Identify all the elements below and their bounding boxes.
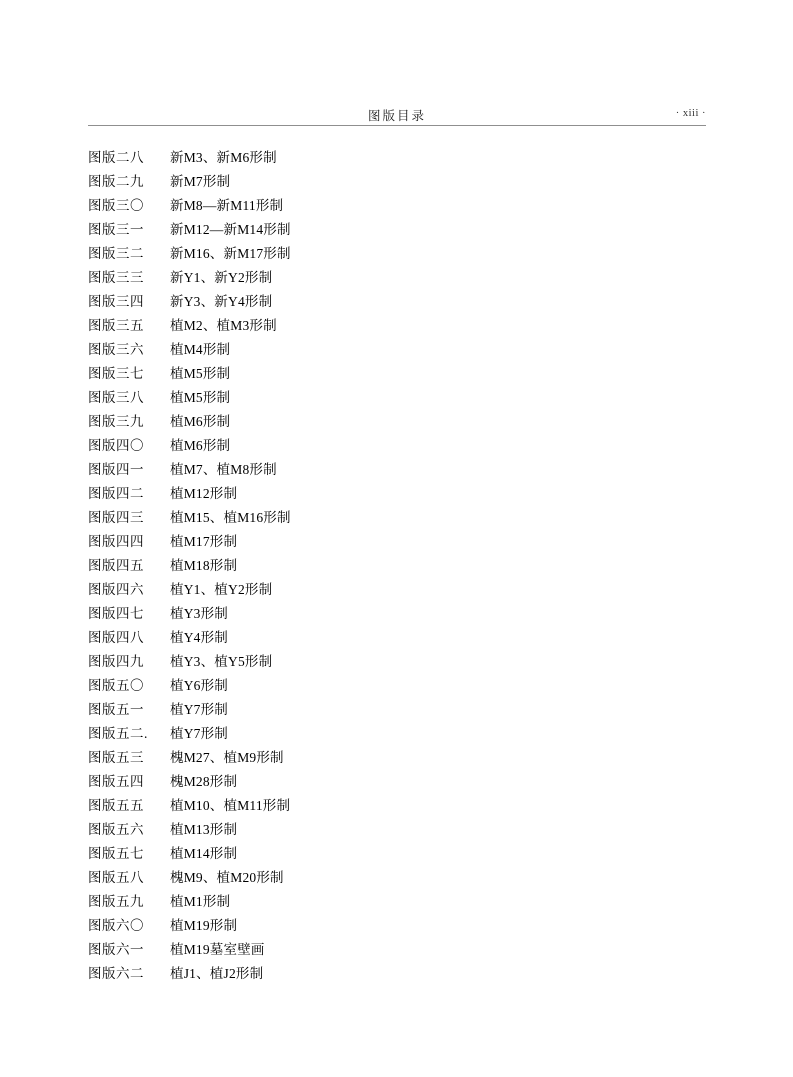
list-item: [88, 650, 708, 674]
plate-number: 图版二九: [88, 174, 144, 189]
plate-title: 植M2、植M3形制: [170, 318, 277, 333]
plate-number: 图版六二: [88, 966, 144, 981]
list-item: [88, 602, 708, 626]
plate-contents-list: [88, 146, 708, 986]
plate-number: 图版四六: [88, 582, 144, 597]
plate-number: 图版三二: [88, 246, 144, 261]
plate-title: 植M17形制: [170, 534, 238, 549]
list-item: [88, 482, 708, 506]
plate-number: 图版三一: [88, 222, 144, 237]
plate-title: 植M13形制: [170, 822, 238, 837]
plate-title: 植M6形制: [170, 414, 231, 429]
plate-number: 图版五四: [88, 774, 144, 789]
plate-number: 图版四一: [88, 462, 144, 477]
plate-number: 图版五六: [88, 822, 144, 837]
list-item: [88, 194, 708, 218]
plate-title: 植M5形制: [170, 366, 231, 381]
list-item: [88, 794, 708, 818]
plate-title: 植M15、植M16形制: [170, 510, 291, 525]
plate-number: 图版四二: [88, 486, 144, 501]
plate-title: 植M7、植M8形制: [170, 462, 277, 477]
plate-title: 新Y1、新Y2形制: [170, 270, 273, 285]
plate-title: 植Y7形制: [170, 702, 228, 717]
plate-title: 植Y6形制: [170, 678, 228, 693]
plate-title: 植Y7形制: [170, 726, 228, 741]
list-item: [88, 314, 708, 338]
running-head: [88, 106, 706, 128]
plate-number: 图版六〇: [88, 918, 144, 933]
plate-title: 植M18形制: [170, 558, 238, 573]
plate-title: 植M19墓室壁画: [170, 942, 265, 957]
list-item: [88, 506, 708, 530]
list-item: [88, 890, 708, 914]
plate-title: 植M1形制: [170, 894, 231, 909]
plate-number: 图版四三: [88, 510, 144, 525]
plate-number: 图版四〇: [88, 438, 144, 453]
plate-number: 图版五九: [88, 894, 144, 909]
list-item: [88, 746, 708, 770]
plate-title: 植Y4形制: [170, 630, 228, 645]
plate-number: 图版三四: [88, 294, 144, 309]
list-item: [88, 914, 708, 938]
list-item: [88, 770, 708, 794]
plate-title: 新M8—新M11形制: [170, 198, 284, 213]
list-item: [88, 842, 708, 866]
list-item: [88, 698, 708, 722]
plate-title: 植J1、植J2形制: [170, 966, 264, 981]
list-item: [88, 146, 708, 170]
header-divider: [88, 125, 706, 126]
plate-title: 槐M27、植M9形制: [170, 750, 284, 765]
plate-title: 植M12形制: [170, 486, 238, 501]
list-item: [88, 674, 708, 698]
plate-number: 图版四七: [88, 606, 144, 621]
list-item: [88, 626, 708, 650]
list-item: [88, 218, 708, 242]
list-item: [88, 722, 708, 746]
plate-number: 图版四四: [88, 534, 144, 549]
list-item: [88, 458, 708, 482]
plate-number: 图版五一: [88, 702, 144, 717]
plate-number: 图版五八: [88, 870, 144, 885]
list-item: [88, 266, 708, 290]
plate-title: 植M14形制: [170, 846, 238, 861]
plate-number: 图版五三: [88, 750, 144, 765]
plate-number: 图版四五: [88, 558, 144, 573]
plate-title: 新M12—新M14形制: [170, 222, 291, 237]
list-item: [88, 338, 708, 362]
plate-title: 新M3、新M6形制: [170, 150, 277, 165]
list-item: [88, 386, 708, 410]
plate-title: 植Y1、植Y2形制: [170, 582, 273, 597]
list-item: [88, 362, 708, 386]
page-number: · xiii ·: [675, 108, 706, 119]
plate-title: 槐M28形制: [170, 774, 238, 789]
list-item: [88, 530, 708, 554]
plate-number: 图版四八: [88, 630, 144, 645]
plate-number: 图版四九: [88, 654, 144, 669]
list-item: [88, 866, 708, 890]
plate-number: 图版三六: [88, 342, 144, 357]
plate-number: 图版六一: [88, 942, 144, 957]
plate-title: 新M16、新M17形制: [170, 246, 291, 261]
plate-number: 图版五五: [88, 798, 144, 813]
plate-title: 新Y3、新Y4形制: [170, 294, 273, 309]
plate-title: 新M7形制: [170, 174, 231, 189]
plate-number: 图版二八: [88, 150, 144, 165]
plate-title: 植M6形制: [170, 438, 231, 453]
list-item: [88, 938, 708, 962]
plate-number: 图版五〇: [88, 678, 144, 693]
list-item: [88, 170, 708, 194]
plate-number: 图版三七: [88, 366, 144, 381]
plate-number: 图版三五: [88, 318, 144, 333]
list-item: [88, 818, 708, 842]
list-item: [88, 578, 708, 602]
plate-title: 植M4形制: [170, 342, 231, 357]
page-title: 图版目录: [367, 109, 427, 123]
list-item: [88, 410, 708, 434]
list-item: [88, 962, 708, 986]
plate-title: 槐M9、植M20形制: [170, 870, 284, 885]
list-item: [88, 242, 708, 266]
plate-title: 植Y3形制: [170, 606, 228, 621]
plate-title: 植Y3、植Y5形制: [170, 654, 273, 669]
plate-number: 图版三八: [88, 390, 144, 405]
list-item: [88, 290, 708, 314]
plate-title: 植M5形制: [170, 390, 231, 405]
list-item: [88, 554, 708, 578]
plate-number: 图版三九: [88, 414, 144, 429]
plate-number: 图版三〇: [88, 198, 144, 213]
plate-number: 图版五七: [88, 846, 144, 861]
plate-title: 植M19形制: [170, 918, 238, 933]
plate-number: 图版三三: [88, 270, 144, 285]
list-item: [88, 434, 708, 458]
plate-title: 植M10、植M11形制: [170, 798, 291, 813]
plate-number: 图版五二.: [88, 726, 148, 741]
